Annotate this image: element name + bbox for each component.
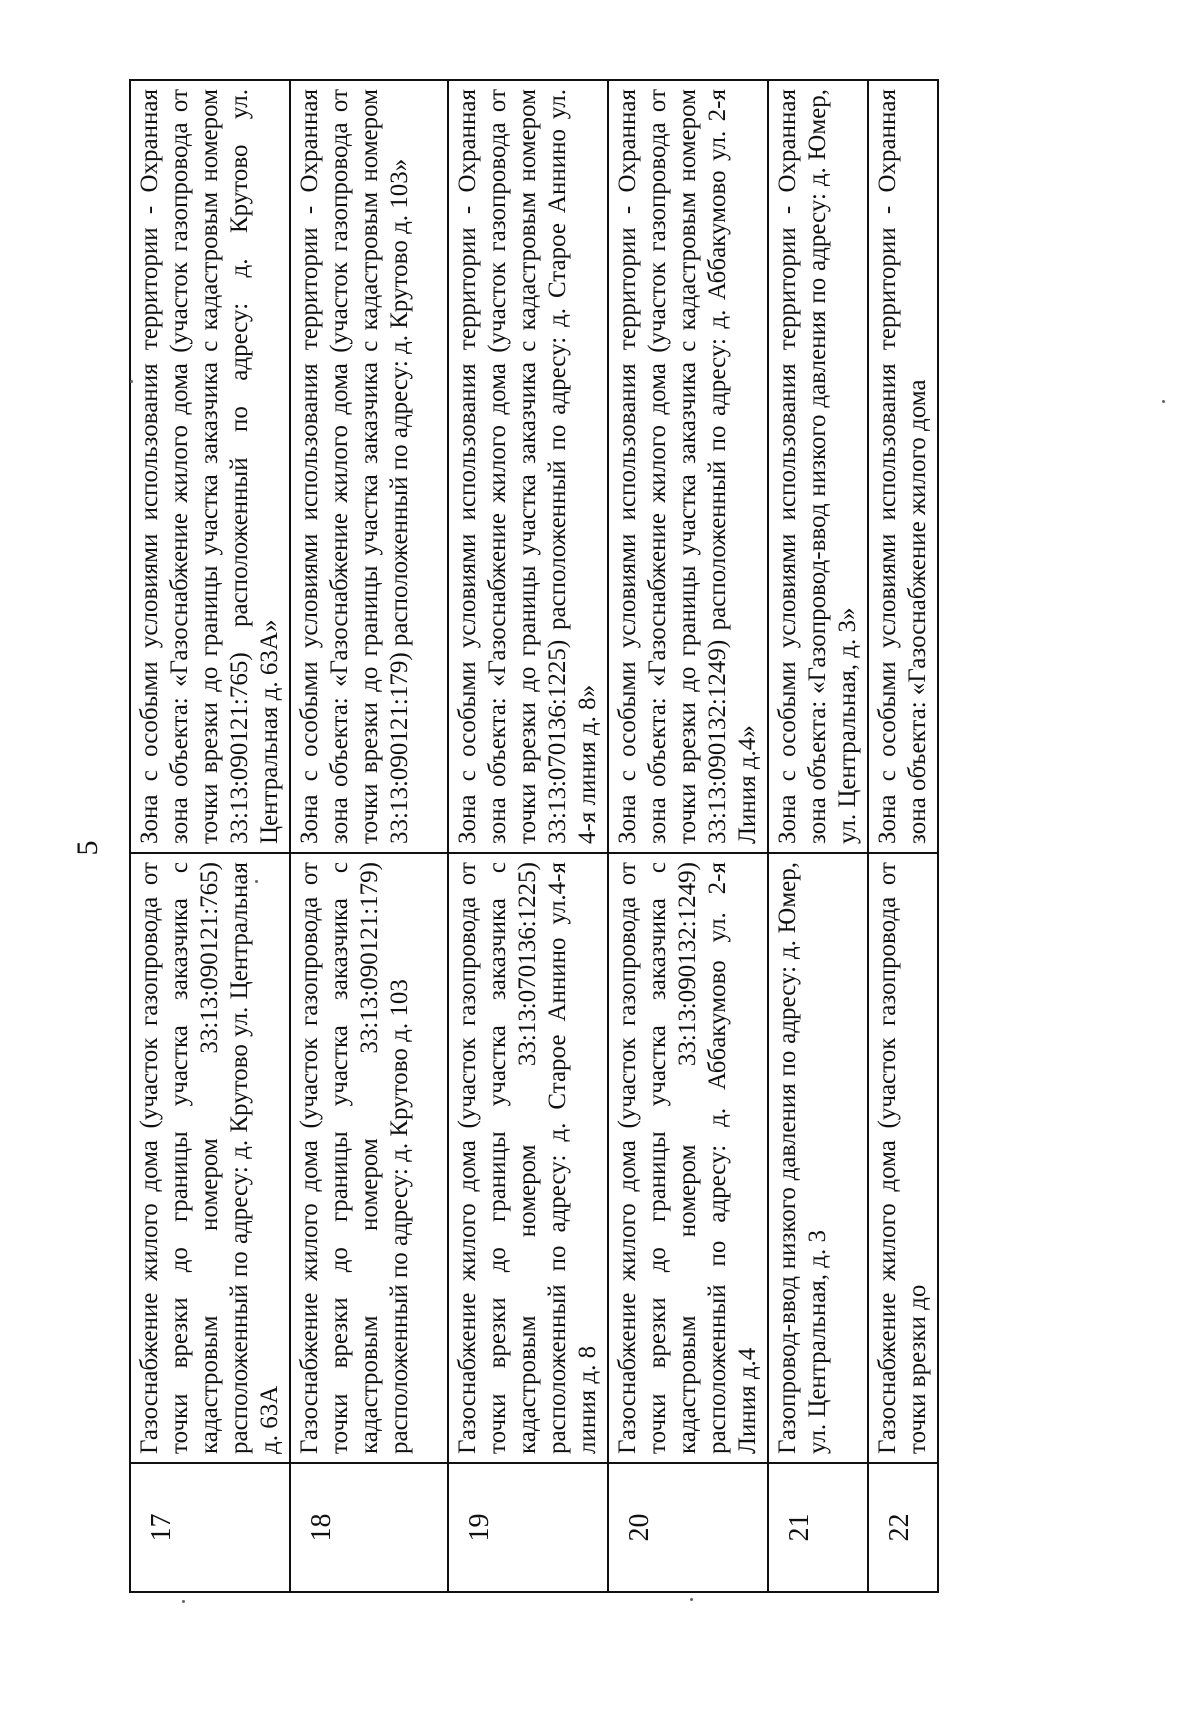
scan-speck <box>255 880 258 883</box>
zone-cell: Зона с особыми условиями использования территории - Охранная зона объекта: «Газоснабжение жилого дома <box>868 80 938 853</box>
zone-cell: Зона с особыми условиями использования территории - Охранная зона объекта: «Газоснабжение жилого дома (участок газопровода от точки врезки до границы участка заказчика с кадастровым номером 33:13:090132:1249) расположенный по адресу: д. Аббакумово ул. 2-я Линия д.4» <box>608 80 768 853</box>
row-number: 19 <box>448 1463 608 1592</box>
scan-speck <box>130 380 133 383</box>
zone-cell: Зона с особыми условиями использования территории - Охранная зона объекта: «Газоснабжение жилого дома (участок газопровода от точки врезки до границы участка заказчика с кадастровым номером 33:13:090121:179) расположенный по адресу: д. Крутово д. 103» <box>290 80 448 853</box>
table <box>129 79 939 1593</box>
page-number: 5 <box>71 840 104 856</box>
table-row <box>608 80 768 1592</box>
row-number: 20 <box>608 1463 768 1592</box>
zone-cell: Зона с особыми условиями использования территории - Охранная зона объекта: «Газоснабжение жилого дома (участок газопровода от точки врезки до границы участка заказчика с кадастровым номером 33:13:070136:1225) расположенный по адресу: д. Старое Аннино ул. 4-я линия д. 8» <box>448 80 608 853</box>
row-number: 22 <box>868 1463 938 1592</box>
object-cell: Газоснабжение жилого дома (участок газопровода от точки врезки до границы участка заказчика с кадастровым номером 33:13:090121:179) расположенный по адресу: д. Крутово д. 103 <box>290 853 448 1463</box>
table-row <box>868 80 938 1592</box>
table-row <box>448 80 608 1592</box>
scan-speck <box>690 1598 693 1601</box>
scan-speck <box>182 1600 185 1603</box>
zones-table <box>129 81 931 1593</box>
scan-speck <box>1162 400 1165 403</box>
row-number: 21 <box>768 1463 868 1592</box>
object-cell: Газоснабжение жилого дома (участок газопровода от точки врезки до границы участка заказчика с кадастровым номером 33:13:090121:765) расположенный по адресу: д. Крутово ул. Центральная д. 63А <box>130 853 290 1463</box>
row-number: 18 <box>290 1463 448 1592</box>
table-row <box>290 80 448 1592</box>
row-number: 17 <box>130 1463 290 1592</box>
table-row <box>130 80 290 1592</box>
zone-cell: Зона с особыми условиями использования территории - Охранная зона объекта: «Газоснабжение жилого дома (участок газопровода от точки врезки до границы участка заказчика с кадастровым номером 33:13:090121:765) расположенный по адресу: д. Крутово ул. Центральная д. 63А» <box>130 80 290 853</box>
object-cell: Газоснабжение жилого дома (участок газопровода от точки врезки до <box>868 853 938 1463</box>
object-cell: Газоснабжение жилого дома (участок газопровода от точки врезки до границы участка заказчика с кадастровым номером 33:13:090132:1249) расположенный по адресу: д. Аббакумово ул. 2-я Линия д.4 <box>608 853 768 1463</box>
table-row <box>768 80 868 1592</box>
object-cell: Газоснабжение жилого дома (участок газопровода от точки врезки до границы участка заказчика с кадастровым номером 33:13:070136:1225) расположенный по адресу: д. Старое Аннино ул.4-я линия д. 8 <box>448 853 608 1463</box>
zone-cell: Зона с особыми условиями использования территории - Охранная зона объекта: «Газопровод-ввод низкого давления по адресу: д. Юмер, ул. Центральная, д. 3» <box>768 80 868 853</box>
object-cell: Газопровод-ввод низкого давления по адресу: д. Юмер, ул. Центральная, д. 3 <box>768 853 868 1463</box>
